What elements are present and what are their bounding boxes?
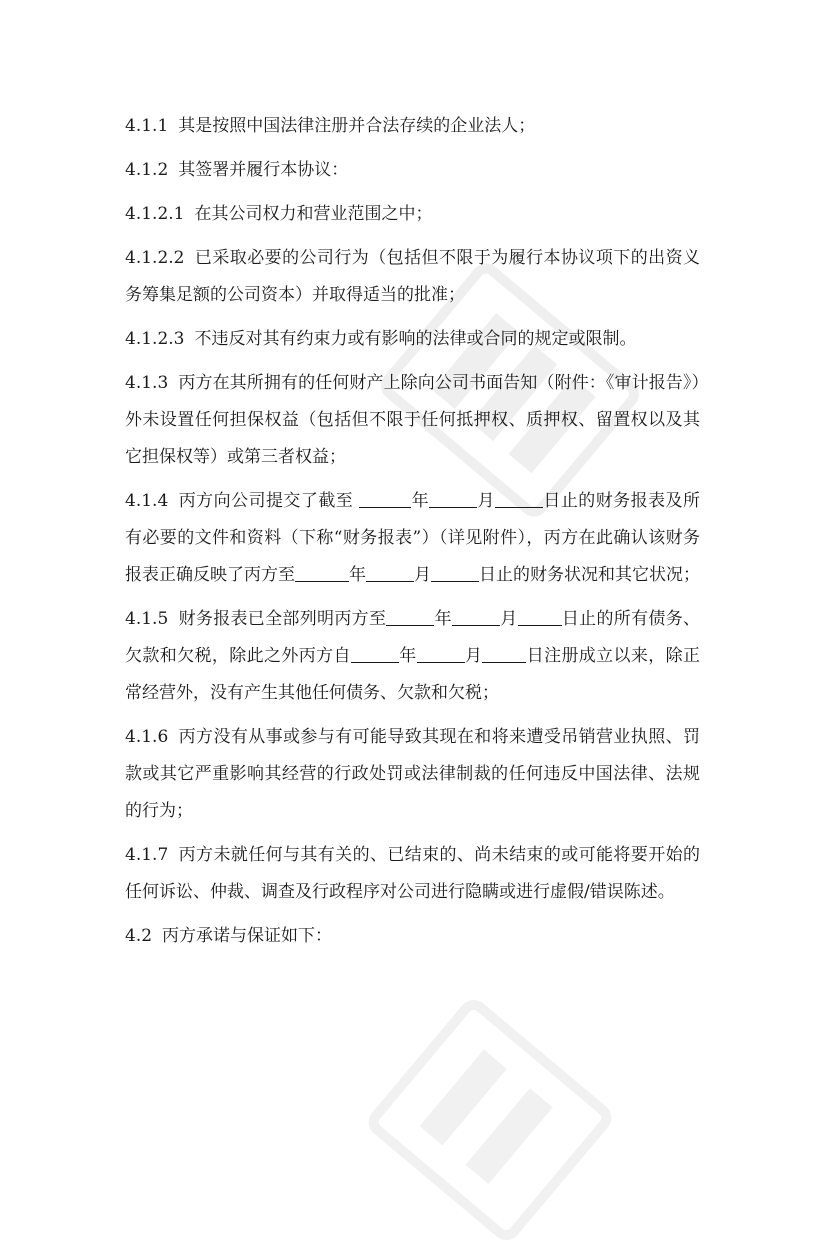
clause-text-segment: 日止的财务报表及所有必要的文件和资料（下称“财务报表”）（详见附件），丙方在此确认该财务报表正确反映了丙方至 [125,491,700,585]
date-blank [359,489,411,508]
month-label: 月 [464,646,483,666]
clause-4-1-2-1 [125,196,700,233]
clause-4-2 [125,918,700,955]
clause-number: 4.1.3 [125,373,169,393]
clause-4-1-1 [125,108,700,145]
month-label: 月 [499,609,518,629]
year-label: 年 [411,491,430,511]
date-blank [429,489,477,508]
date-blank [431,563,479,582]
clause-number: 4.2 [125,926,153,946]
clause-4-1-6 [125,719,700,830]
clause-number: 4.1.2 [125,160,169,180]
clause-number: 4.1.2.3 [125,329,185,349]
date-blank [518,607,562,626]
clause-number: 4.1.6 [125,727,169,747]
clause-4-1-2 [125,152,700,189]
clause-text: 在其公司权力和营业范围之中； [194,204,433,224]
clause-text: 丙方没有从事或参与有可能导致其现在和将来遭受吊销营业执照、罚款或其它严重影响其经营的行政处罚或法律制裁的任何违反中国法律、法规的行为； [125,727,700,821]
date-blank [295,563,349,582]
clause-4-1-5 [125,601,700,712]
clause-4-1-3 [125,365,700,476]
clause-4-1-2-2 [125,240,700,314]
clause-number: 4.1.5 [125,609,169,629]
document-body [125,108,700,962]
clause-text-segment: 日注册成立以来，除正常经营外，没有产生其他任何债务、欠款和欠税； [125,646,701,703]
clause-4-1-2-3 [125,321,700,358]
date-blank [482,644,526,663]
clause-4-1-4 [125,483,700,594]
month-label: 月 [414,565,431,585]
clause-text-segment: 日止的所有债务、欠款和欠税，除此之外丙方自 [125,609,701,666]
date-blank [351,644,399,663]
date-blank [417,644,465,663]
year-label: 年 [398,646,417,666]
month-label: 月 [477,491,495,511]
clause-number: 4.1.2.2 [125,248,185,268]
clause-number: 4.1.1 [125,116,169,136]
clause-text: 不违反对其有约束力或有影响的法律或合同的规定或限制。 [194,329,637,349]
clause-text: 其是按照中国法律注册并合法存续的企业法人； [178,116,536,136]
watermark-logo-bottom [356,987,625,1253]
clause-text: 丙方承诺与保证如下： [162,926,333,946]
date-blank [452,607,500,626]
clause-text: 已采取必要的公司行为（包括但不限于为履行本协议项下的出资义务筹集足额的公司资本）并取得适当的批准； [125,248,700,305]
clause-text-segment: 财务报表已全部列明丙方至 [178,609,387,629]
clause-number: 4.1.4 [125,491,169,511]
clause-text-segment: 丙方向公司提交了截至 [178,491,360,511]
clause-number: 4.1.2.1 [125,204,185,224]
clause-number: 4.1.7 [125,845,169,865]
clause-text: 其签署并履行本协议： [178,160,349,180]
date-blank [366,563,414,582]
date-blank [495,489,543,508]
clause-text-segment: 日止的财务状况和其它状况； [479,565,700,585]
clause-text: 丙方未就任何与其有关的、已结束的、尚未结束的或可能将要开始的任何诉讼、仲裁、调查及行政程序对公司进行隐瞒或进行虚假/错误陈述。 [125,845,700,902]
year-label: 年 [349,565,366,585]
clause-text: 丙方在其所拥有的任何财产上除向公司书面告知（附件：《审计报告》）外未设置任何担保权益（包括但不限于任何抵押权、质押权、留置权以及其它担保权等）或第三者权益； [125,373,700,467]
date-blank [386,607,434,626]
year-label: 年 [434,609,452,629]
clause-4-1-7 [125,837,700,911]
